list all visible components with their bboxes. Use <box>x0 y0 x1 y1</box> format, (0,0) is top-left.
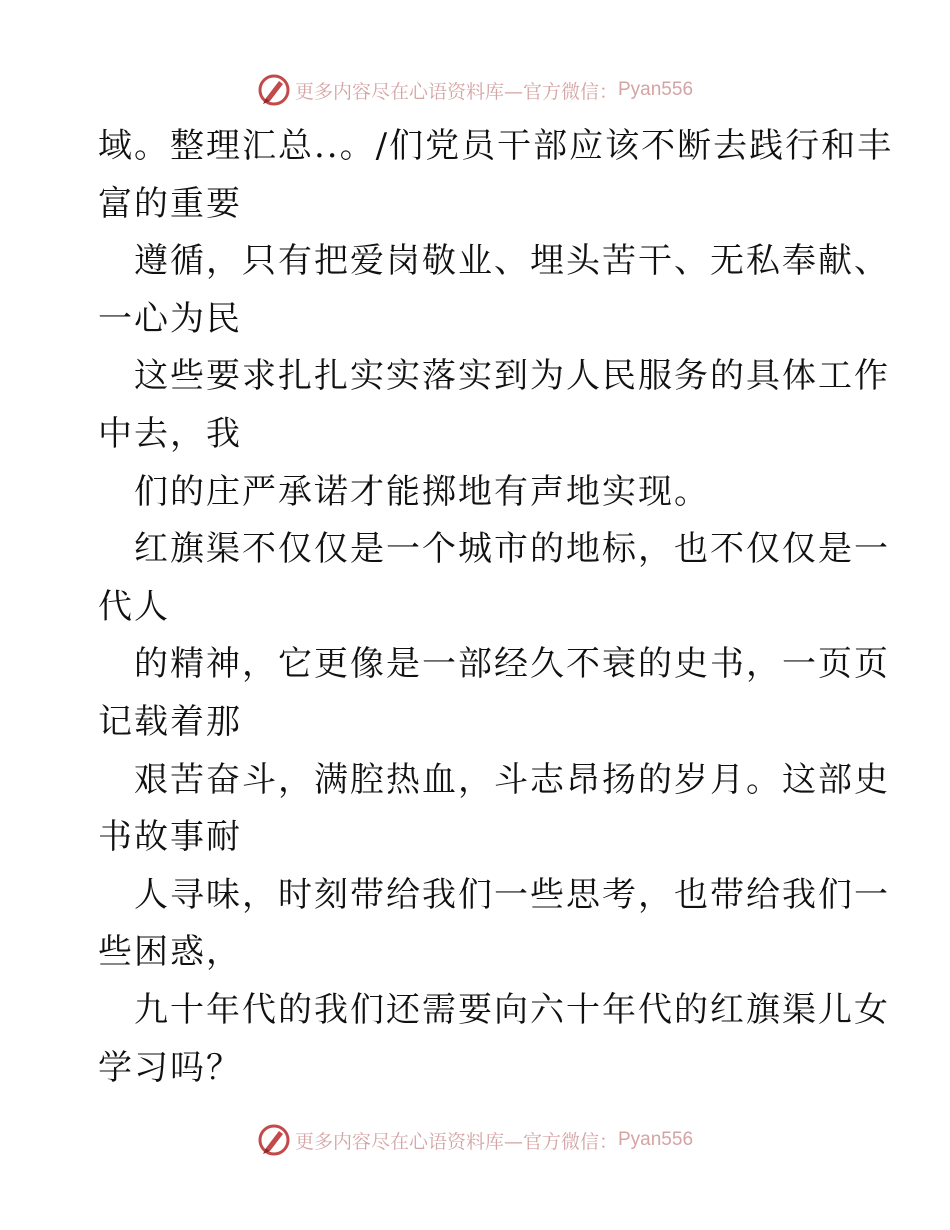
text-line: 红旗渠不仅仅是一个城市的地标，也不仅仅是一 <box>134 529 890 570</box>
text-line: 人寻味，时刻带给我们一些思考，也带给我们一 <box>134 874 890 915</box>
footer-watermark <box>0 1120 950 1160</box>
document-body <box>98 118 894 1097</box>
header-watermark <box>0 70 950 110</box>
text-line: 艰苦奋斗，满腔热血，斗志昂扬的岁月。这部史 <box>134 759 890 800</box>
text-line: 些困惑， <box>98 932 242 973</box>
text-line: 记载着那 <box>98 701 242 742</box>
text-line: 这些要求扎扎实实落实到为人民服务的具体工作 <box>134 356 890 397</box>
watermark-wechat-id: Pyan556 <box>618 1129 694 1150</box>
text-line: 一心为民 <box>98 298 242 339</box>
watermark-wechat-id: Pyan556 <box>618 79 694 100</box>
text-line: 们的庄严承诺才能掷地有声地实现。 <box>134 471 710 512</box>
text-line: 书故事耐 <box>98 817 242 858</box>
watermark-text: 更多内容尽在心语资料库—官方微信： <box>294 1130 618 1153</box>
text-line: 学习吗？ <box>98 1047 242 1088</box>
text-line: 中去，我 <box>98 413 242 454</box>
text-line: 域。整理汇总..。/们党员干部应该不断去践行和丰 <box>98 126 894 166</box>
text-line: 富的重要 <box>98 183 242 224</box>
pen-logo-icon <box>257 73 291 107</box>
text-line: 的精神，它更像是一部经久不衰的史书，一页页 <box>134 644 890 685</box>
pen-logo-icon <box>257 1123 291 1157</box>
watermark-text: 更多内容尽在心语资料库—官方微信： <box>294 80 618 103</box>
text-line: 代人 <box>98 586 170 627</box>
text-line: 九十年代的我们还需要向六十年代的红旗渠儿女 <box>134 989 890 1030</box>
text-line: 遵循，只有把爱岗敬业、埋头苦干、无私奉献、 <box>134 241 890 282</box>
